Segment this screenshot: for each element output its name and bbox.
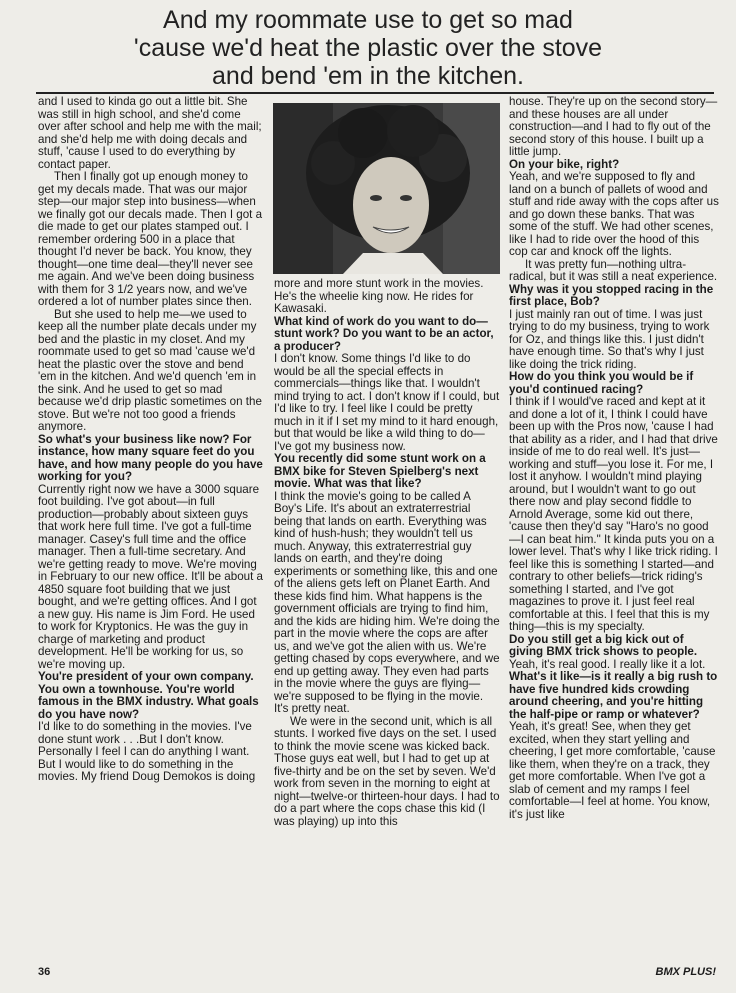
interview-answer: I just mainly ran out of time. I was just trying to do my business, trying to work for Oz, and things like this. I just didn't have enough time. So that's why I just like doing the trick riding. (509, 307, 710, 371)
pull-quote-line: and bend 'em in the kitchen. (212, 62, 524, 90)
interview-question: How do you think you would be if you'd continued racing? (509, 370, 694, 396)
interview-question: On your bike, right? (509, 157, 620, 171)
page-number: 36 (38, 966, 51, 978)
interview-question: What's it like—is it really a big rush to have five hundred kids crowding around cheering, and you're hitting the half-pipe or ramp or whatever? (509, 670, 718, 721)
interview-question: You're president of your own company. You own a townhouse. You're world famous in the BMX industry. What goals do you have now? (38, 670, 259, 721)
interview-answer: It was pretty fun—nothing ultra-radical, but it was still a neat experience. (509, 257, 718, 283)
interview-answer: But she used to help me—we used to keep all the number plate decals under my bed and the plastic in my closet. And my roommate used to get so mad 'cause we'd heat the plastic over the stove and bend 'em in the kitchen. And we'd quench 'em in the sink. And he used to get so mad because we'd drip plastic sometimes on the stove. But we're not too good a friends anymore. (38, 307, 262, 433)
portrait-illustration (273, 103, 500, 274)
interview-answer: and I used to kinda go out a little bit. She was still in high school, and she'd come over after school and help me with the mail; and she'd help me with doing decals and stuff, 'cause I used to do everything by contact paper. (38, 95, 262, 171)
interview-answer: Yeah, and we're supposed to fly and land on a bunch of pallets of wood and stuff and ride away with the cops after us and go down these banks. That was some of the stuff. We had other scenes, like I had to ride over the hood of this cop car and knock off the lights. (509, 170, 719, 258)
interview-answer: We were in the second unit, which is all stunts. I worked five days on the set. I used to think the movie scene was kicked back. Those guys eat well, but I had to get up at five-thirty and be on the set by seven. We'd work from seven in the morning to eight at night—twelve-or thirteen-hour days. I had to do a part where the cops chase this kid (I was playing) up into this (274, 714, 500, 828)
interview-answer: Currently right now we have a 3000 square foot building. I've got about—in full production—probably about sixteen guys that work here full time. I've got a full-time manager. Casey's full time and the office manager. Then a full-time secretary. And we're getting ready to move. We're moving in February to our new office. It'll be about a 4850 square foot building that we just bought, and we're getting offices. And I got a new guy. His name is Jim Ford. He used to work for Kryptonics. He was the guy in charge of marketing and product development. He'll be working for us, so we're moving up. (38, 482, 263, 671)
magazine-name: BMX PLUS! (655, 966, 716, 978)
interview-answer: Yeah, it's real good. I really like it a lot. (509, 657, 706, 671)
interview-answer: house. They're up on the second story—and these houses are all under construction—and I had to fly out of the second story of this house. I built up a little jump. (509, 95, 718, 158)
interview-answer: I'd like to do something in the movies. I've done stunt work . . .But I don't know. Personally I feel I can do anything I want. But I would like to do something in the movies. My friend Doug Demokos is doing (38, 720, 256, 783)
interview-question: You recently did some stunt work on a BMX bike for Steven Spielberg's next movie. What was that like? (274, 452, 486, 490)
interview-answer: Then I finally got up enough money to get my decals made. That was our major step—our major step into business—when we finally got our decals made. Then I got a die made to get our plates stamped out. I remember ordering 500 in a place that thought I'd never be back. You know, they thought—one time deal—they'll never see me again. And we've been doing business with them for 3 1/2 years now, and we've ordered a lot of number plates since then. (38, 170, 263, 308)
interview-answer: I think the movie's going to be called A Boy's Life. It's about an extraterrestrial being that lands on earth. Everything was kind of hush-hush; they wouldn't tell us much. Anyway, this extraterrestrial guy lands on earth, and they're doing experiments or something like, this and one of the aliens gets left on Planet Earth. And these kids find him. What happens is the government officials are trying to find him, and the kids are hiding him. We're doing the part in the movie where the cops are after us, and we've got the alien with us. We're getting chased by cops everywhere, and we end up getting away. They even had parts in the movie where the guys are flying—we're supposed to be flying in the movie. It's pretty neat. (274, 489, 500, 715)
text-column-right (509, 96, 719, 821)
portrait-photo (273, 103, 500, 274)
interview-answer: I don't know. Some things I'd like to do would be all the special effects in commercials—things like that. I wouldn't mind trying to act. I don't know if I could, but I'd like to try. I feel like I could be pretty much in it if I set my mind to it hard enough, but that would be like a wild thing to do—I've got my business now. (274, 352, 500, 453)
header-rule (36, 92, 714, 94)
text-column-middle (274, 278, 500, 828)
interview-answer: Yeah, it's great! See, when they get excited, when they start yelling and cheering, I get more comfortable, 'cause like them, when they're on a track, they get more comfortable. When I've got a slab of cement and my ramps I feel comfortable—I feel at home. You know, it's just like (509, 720, 716, 821)
interview-answer: more and more stunt work in the movies. He's the wheelie king now. He rides for Kawasaki. (274, 277, 484, 315)
interview-answer: I think if I would've raced and kept at it and done a lot of it, I think I could have been up with the Pros now, 'cause I had that ability as a rider, and I had that drive inside of me to do real well. It's just—working and stuff—you lose it. For me, I lost it anyhow. I wouldn't mind playing around, but I wouldn't want to go out there now and play second fiddle to Arnold Average, some kid out there, 'cause then they'd say "Haro's no good—I can beat him." It kinda puts you on a lower level. That's why I like trick riding. I feel like this is something I started—and contrary to other beliefs—trick riding's something I started, and I've got magazines to prove it. I just feel real comfortable at this. I feel that this is my thing—this is my specialty. (509, 395, 718, 633)
pull-quote (60, 6, 676, 90)
interview-question: Do you still get a big kick out of giving BMX trick shows to people. (509, 632, 698, 658)
interview-question: So what's your business like now? For instance, how many square feet do you have, and how many people do you have working for you? (38, 432, 263, 483)
interview-question: Why was it you stopped racing in the first place, Bob? (509, 282, 714, 308)
pull-quote-line: And my roommate use to get so mad (163, 6, 573, 34)
pull-quote-line: 'cause we'd heat the plastic over the stove (133, 34, 603, 62)
interview-question: What kind of work do you want to do—stunt work? Do you want to be an actor, a producer? (274, 314, 494, 353)
text-column-left (38, 96, 264, 784)
